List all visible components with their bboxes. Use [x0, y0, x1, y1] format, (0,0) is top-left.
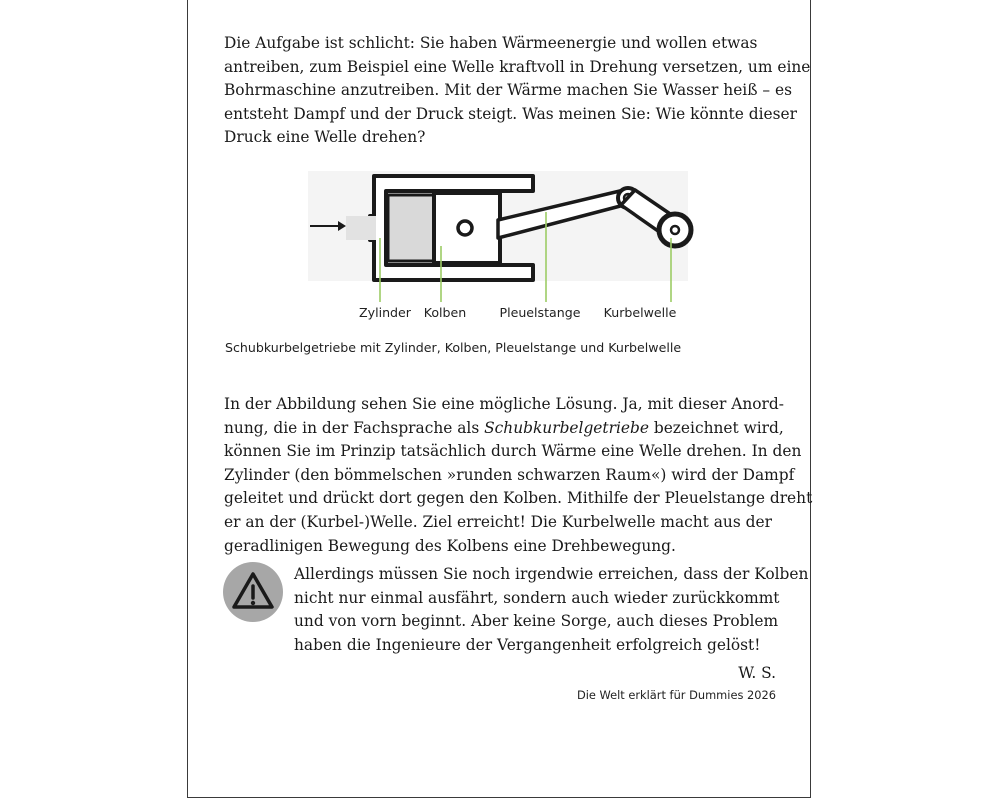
book-page: [187, 0, 811, 798]
text-line: geleitet und drückt dort gegen den Kolben. Mithilfe der Pleuelstange dreht: [224, 489, 813, 508]
label-rod: Pleuelstange: [499, 305, 581, 320]
steam-inlet: [346, 216, 376, 240]
technical-term: Schubkurbelgetriebe: [484, 418, 649, 437]
text-line: Bohrmaschine anzutreiben. Mit der Wärme machen Sie Wasser heiß – es: [224, 81, 792, 100]
label-cylinder: Zylinder: [359, 305, 411, 320]
body-paragraph: [224, 393, 813, 558]
text-line: und von vorn beginnt. Aber keine Sorge, auch dieses Problem: [294, 612, 779, 631]
warning-badge: [223, 562, 283, 622]
steam-area: [388, 195, 434, 261]
text-line: haben die Ingenieure der Vergangenheit erfolgreich gelöst!: [294, 635, 761, 654]
crankshaft-center: [671, 226, 679, 234]
text-fragment: bezeichnet wird,: [648, 418, 784, 437]
author-signature: W. S.: [738, 664, 776, 682]
text-line: Druck eine Welle drehen?: [224, 128, 426, 147]
text-line: antreiben, zum Beispiel eine Welle kraftvoll in Drehung versetzen, um eine: [224, 57, 811, 76]
page-footer: Die Welt erklärt für Dummies 2026: [576, 688, 776, 702]
text-line: Die Aufgabe ist schlicht: Sie haben Wärmeenergie und wollen etwas: [224, 34, 758, 52]
text-line: Zylinder (den bömmelschen »runden schwarzen Raum«) wird der Dampf: [224, 465, 795, 484]
text-line: nicht nur einmal ausfährt, sondern auch wieder zurückkommt: [294, 588, 780, 607]
label-crankshaft: Kurbelwelle: [603, 305, 677, 320]
piston-pin: [458, 221, 472, 235]
warning-text: [294, 563, 809, 657]
text-fragment: nung, die in der Fachsprache als: [224, 418, 485, 437]
label-piston: Kolben: [423, 305, 467, 320]
text-line: Allerdings müssen Sie noch irgendwie erreichen, dass der Kolben: [294, 565, 809, 583]
text-line: können Sie im Prinzip tatsächlich durch Wärme eine Welle drehen. In den: [224, 442, 802, 461]
figure-caption: Schubkurbelgetriebe mit Zylinder, Kolben, Pleuelstange und Kurbelwelle: [225, 340, 682, 355]
warning-triangle-icon: [223, 562, 283, 622]
text-line: In der Abbildung sehen Sie eine mögliche Lösung. Ja, mit dieser Anord-: [224, 395, 784, 413]
text-line: er an der (Kurbel-)Welle. Ziel erreicht! Die Kurbelwelle macht aus der: [224, 512, 772, 531]
text-line: geradlinigen Bewegung des Kolbens eine Drehbewegung.: [224, 536, 676, 555]
text-line: entsteht Dampf und der Druck steigt. Was meinen Sie: Wie könnte dieser: [224, 104, 797, 123]
text-line: [224, 417, 784, 441]
intro-paragraph: [224, 32, 811, 150]
slider-crank-figure: [308, 168, 698, 328]
